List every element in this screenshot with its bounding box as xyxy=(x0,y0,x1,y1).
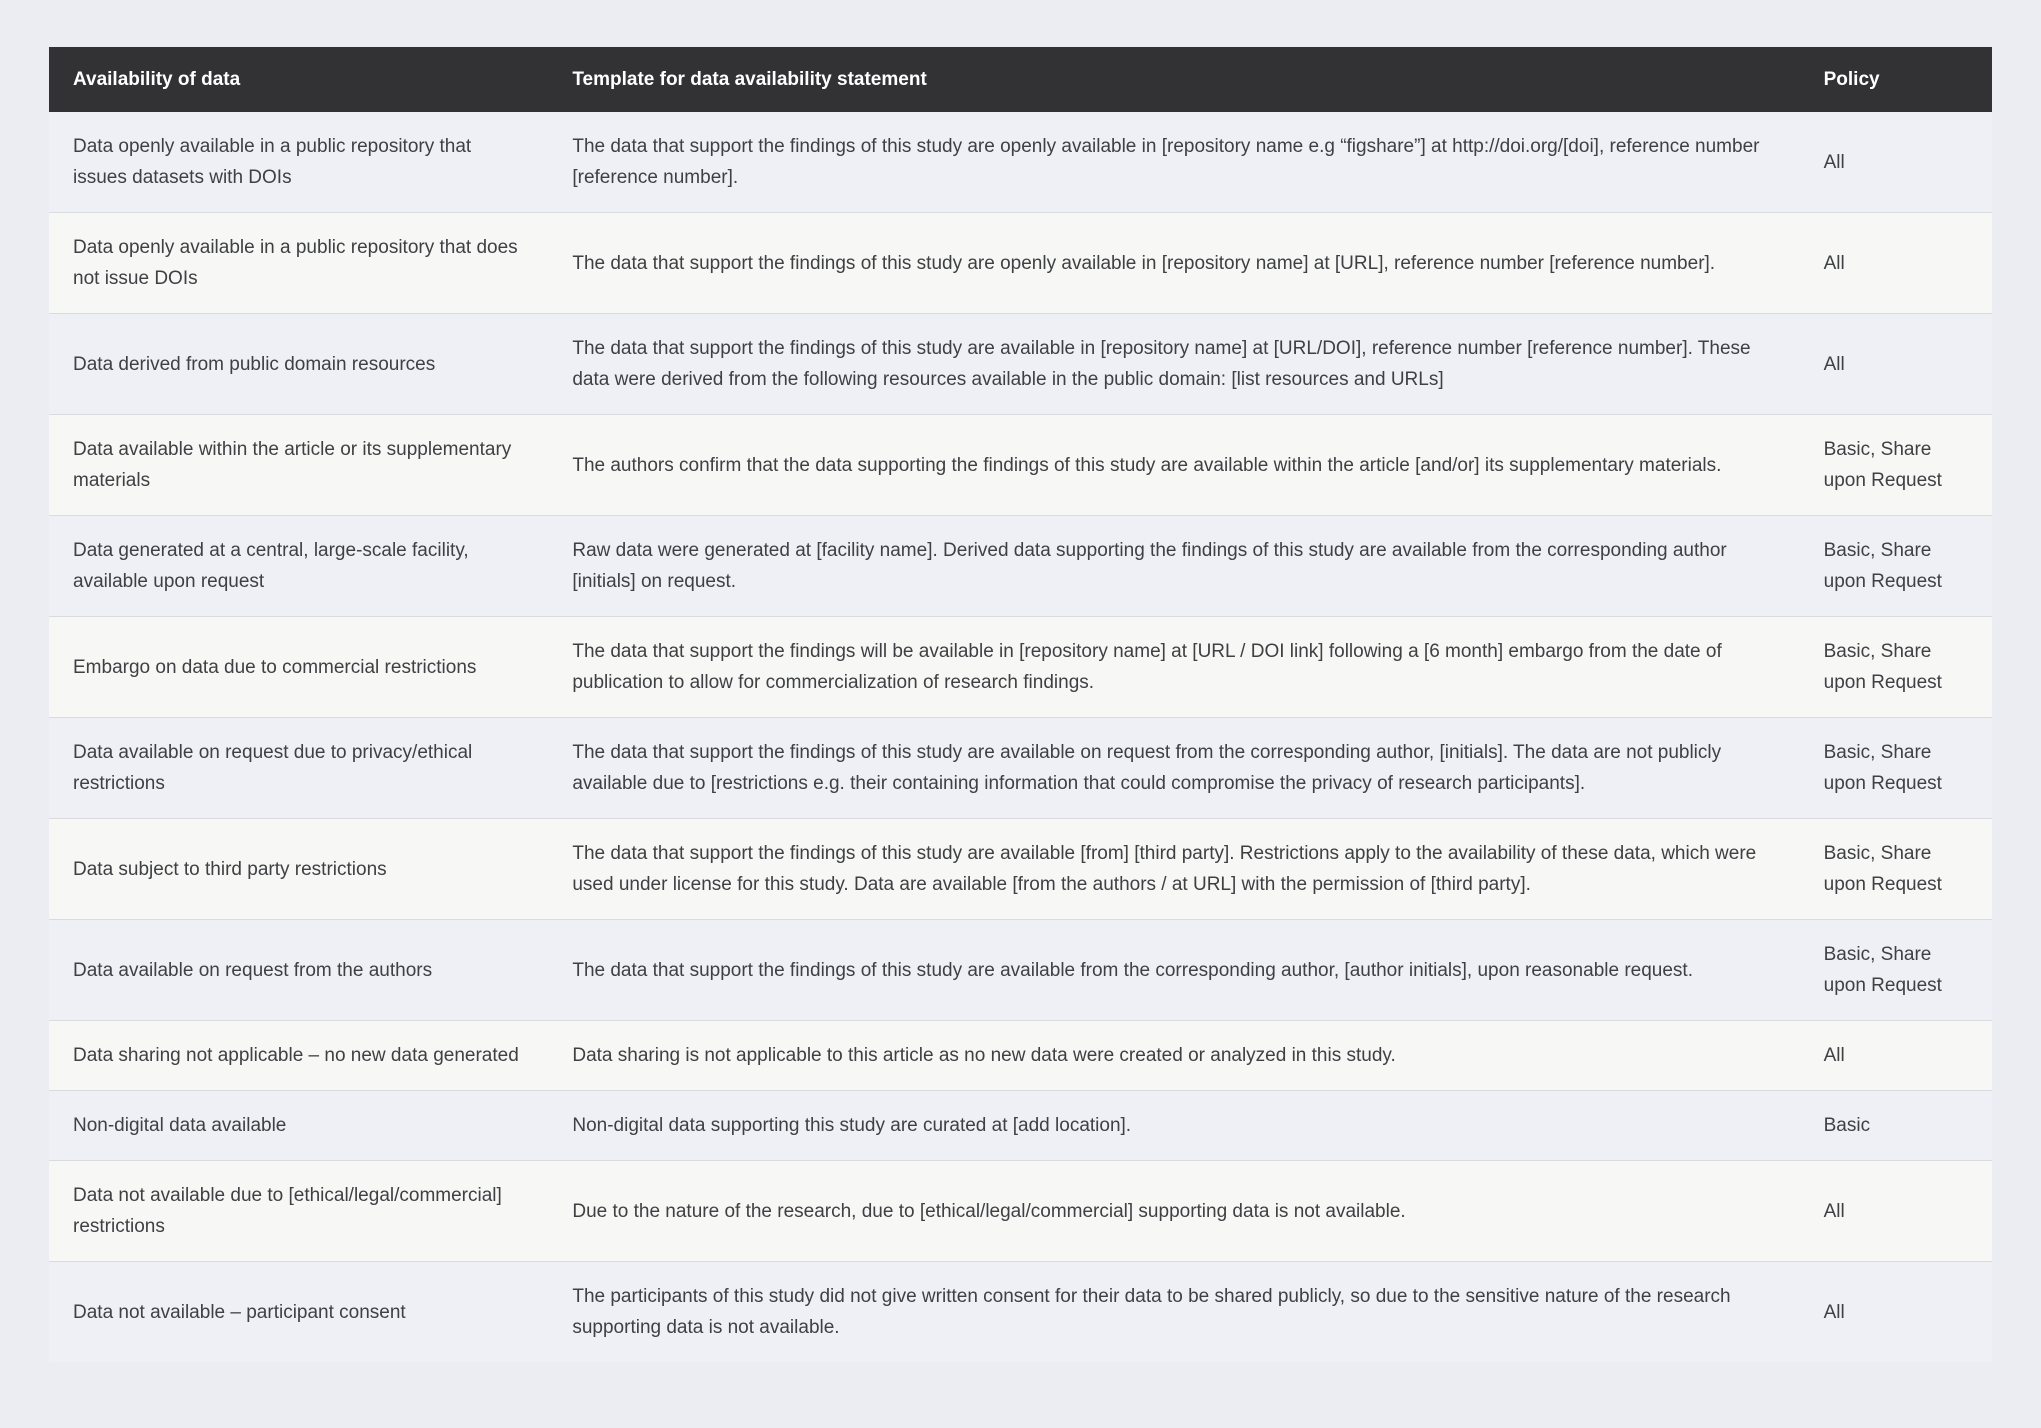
policy-cell: Basic, Share upon Request xyxy=(1823,641,1942,693)
availability-cell: Data not available due to [ethical/legal/commercial] restrictions xyxy=(73,1185,502,1237)
template-cell: Data sharing is not applicable to this article as no new data were created or analyzed in this study. xyxy=(572,1045,1396,1066)
table-row xyxy=(49,313,1992,414)
template-cell: The data that support the findings of this study are openly available in [repository name e.g “figshare”] at http://doi.org/[doi], reference number [reference number]. xyxy=(572,136,1760,188)
policy-cell: Basic, Share upon Request xyxy=(1823,843,1942,895)
table-row xyxy=(49,212,1992,313)
availability-cell: Data subject to third party restrictions xyxy=(73,858,387,880)
policy-cell: Basic, Share upon Request xyxy=(1823,742,1942,794)
policy-cell: All xyxy=(1823,1045,1845,1066)
template-cell: The data that support the findings will be available in [repository name] at [URL / DOI link] following a [6 month] embargo from the date of publication to allow for commercialization of research findings. xyxy=(572,641,1722,693)
policy-cell: All xyxy=(1823,1301,1845,1323)
table-row xyxy=(49,818,1992,919)
column-header-availability: Availability of data xyxy=(73,69,241,90)
table-header-row xyxy=(49,47,1992,112)
template-cell: The data that support the findings of this study are available in [repository name] at [URL/DOI], reference number [reference number]. These data were derived from the following resources available in the public domain: [list resources and URLs] xyxy=(572,338,1751,390)
template-cell: The data that support the findings of this study are available on request from the corresponding author, [initials]. The data are not publicly available due to [restrictions e.g. their containing information that could compromise the privacy of research participants]. xyxy=(572,742,1722,794)
policy-cell: All xyxy=(1823,1200,1845,1222)
table-row xyxy=(49,1160,1992,1261)
template-cell: Raw data were generated at [facility name]. Derived data supporting the findings of this study are available from the corresponding author [initials] on request. xyxy=(572,540,1727,592)
availability-cell: Data available within the article or its supplementary materials xyxy=(73,439,512,491)
policy-cell: Basic, Share upon Request xyxy=(1823,439,1942,491)
template-cell: Due to the nature of the research, due to [ethical/legal/commercial] supporting data is not available. xyxy=(572,1200,1406,1222)
policy-cell: Basic, Share upon Request xyxy=(1823,944,1942,996)
table-row xyxy=(49,1090,1992,1160)
template-cell: The participants of this study did not give written consent for their data to be shared publicly, so due to the sensitive nature of the research supporting data is not available. xyxy=(572,1286,1731,1338)
availability-cell: Data generated at a central, large-scale facility, available upon request xyxy=(73,540,469,592)
availability-cell: Embargo on data due to commercial restrictions xyxy=(73,656,477,678)
template-cell: The data that support the findings of this study are available [from] [third party]. Restrictions apply to the availability of these data, which were used under license for this study. Data are available [from the authors / at URL] with the permission of [third party]. xyxy=(572,843,1757,895)
policy-cell: All xyxy=(1823,151,1845,173)
availability-cell: Non-digital data available xyxy=(73,1115,287,1136)
template-cell: The data that support the findings of this study are openly available in [repository name] at [URL], reference number [reference number]. xyxy=(572,252,1716,274)
table-row xyxy=(49,919,1992,1020)
table-row xyxy=(49,616,1992,717)
table-row xyxy=(49,1020,1992,1090)
data-availability-table xyxy=(49,47,1992,1362)
availability-cell: Data sharing not applicable – no new data generated xyxy=(73,1045,519,1066)
availability-cell: Data openly available in a public repository that does not issue DOIs xyxy=(73,237,518,289)
availability-cell: Data available on request due to privacy/ethical restrictions xyxy=(73,742,473,794)
column-header-policy: Policy xyxy=(1823,69,1880,90)
availability-cell: Data derived from public domain resources xyxy=(73,353,436,375)
policy-cell: All xyxy=(1823,353,1845,375)
table-row xyxy=(49,515,1992,616)
availability-cell: Data openly available in a public repository that issues datasets with DOIs xyxy=(73,136,472,188)
availability-cell: Data not available – participant consent xyxy=(73,1301,406,1323)
table-row xyxy=(49,1261,1992,1362)
policy-cell: All xyxy=(1823,252,1845,274)
table-row xyxy=(49,414,1992,515)
table-body xyxy=(49,112,1992,1362)
availability-cell: Data available on request from the authors xyxy=(73,959,433,981)
template-cell: The authors confirm that the data supporting the findings of this study are available within the article [and/or] its supplementary materials. xyxy=(572,454,1722,476)
column-header-template: Template for data availability statement xyxy=(572,69,927,90)
policy-cell: Basic, Share upon Request xyxy=(1823,540,1942,592)
table-row xyxy=(49,112,1992,212)
template-cell: Non-digital data supporting this study are curated at [add location]. xyxy=(572,1115,1132,1136)
template-cell: The data that support the findings of this study are available from the corresponding author, [author initials], upon reasonable request. xyxy=(572,959,1693,981)
policy-cell: Basic xyxy=(1823,1115,1871,1136)
table-row xyxy=(49,717,1992,818)
